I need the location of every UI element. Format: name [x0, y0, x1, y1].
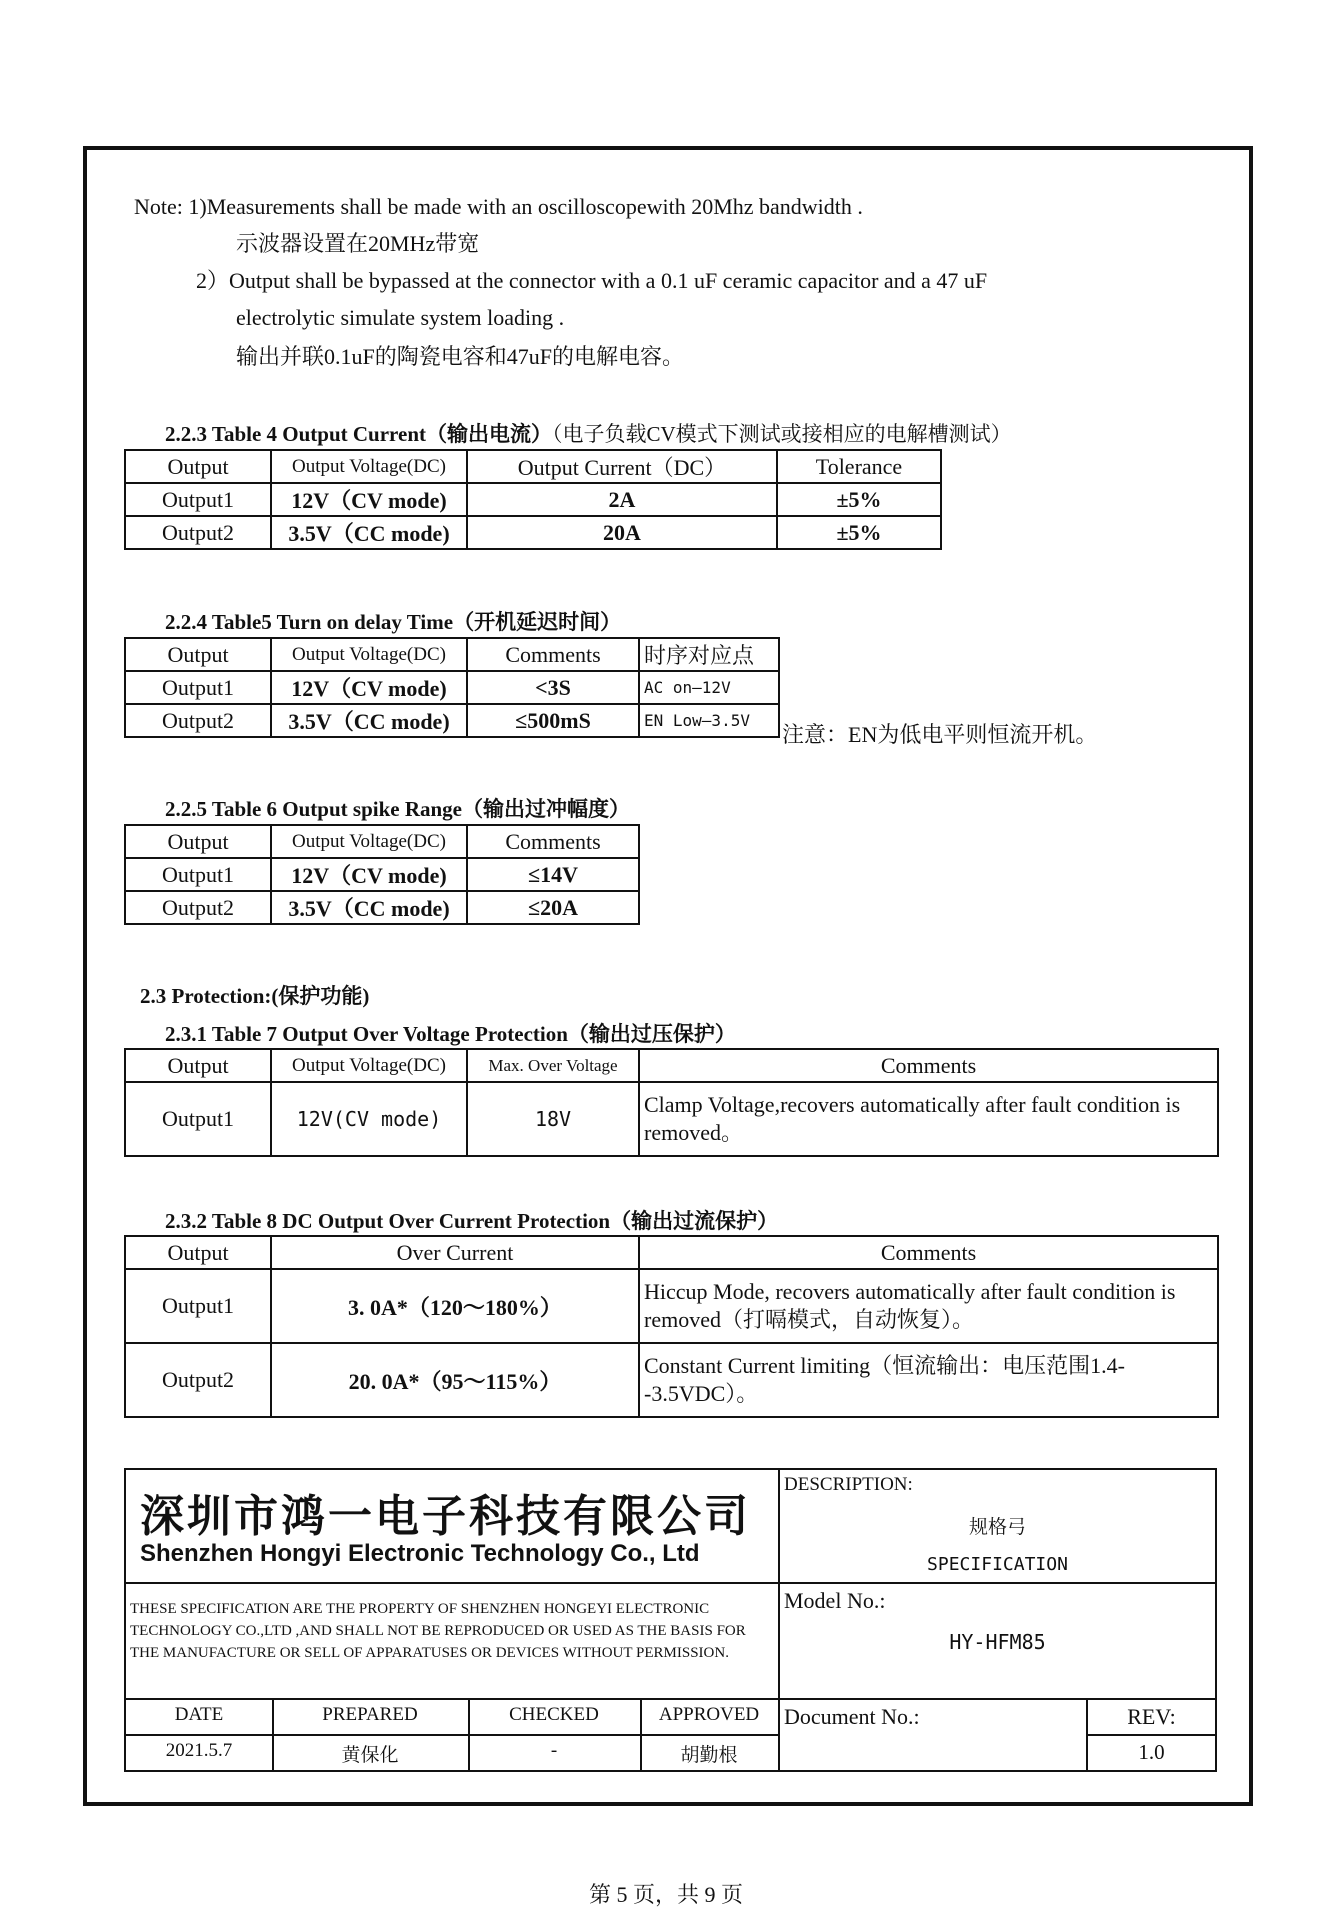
cell-comments: <3S [467, 671, 639, 704]
header-cell: Comments [639, 1236, 1218, 1269]
cell-comments: ≤20A [467, 891, 639, 924]
cell-output: Output2 [125, 516, 271, 549]
cell-comments: ≤500mS [467, 704, 639, 737]
rev-value: 1.0 [1138, 1740, 1165, 1764]
document-label: Document No.: [784, 1704, 920, 1729]
cell-tolerance: ±5% [777, 483, 941, 516]
cell-current: 2A [467, 483, 777, 516]
header-cell: Output Voltage(DC) [271, 450, 467, 483]
divider [126, 1698, 1215, 1700]
header-cell: 时序对应点 [639, 638, 779, 671]
model-value: HY-HFM85 [949, 1630, 1046, 1654]
cell-output: Output1 [125, 1082, 271, 1156]
checked-label: CHECKED [509, 1704, 599, 1725]
header-cell: Output [125, 825, 271, 858]
header-cell: Output [125, 450, 271, 483]
description-label: DESCRIPTION: [784, 1474, 913, 1495]
cell-comments: Constant Current limiting（恒流输出：电压范围1.4--3.5VDC）。 [639, 1343, 1218, 1417]
header-cell: Output [125, 638, 271, 671]
cell-over-current: 3. 0A*（120～180%） [271, 1269, 639, 1343]
note-2-en-b: electrolytic simulate system loading . [236, 305, 565, 330]
cell-max-over-voltage: 18V [467, 1082, 639, 1156]
table-row [125, 704, 779, 737]
date-value: 2021.5.7 [165, 1740, 233, 1761]
table-row [125, 483, 941, 516]
divider [126, 1582, 1215, 1584]
note-1-en: Note: 1)Measurements shall be made with an oscilloscopewith 20Mhz bandwidth . [134, 194, 863, 219]
note-2-en-a: 2）Output shall be bypassed at the connector with a 0.1 uF ceramic capacitor and a 47 uF [196, 268, 988, 293]
table-row [125, 516, 941, 549]
table4-title: 2.2.3 Table 4 Output Current（输出电流）（电子负载CV模式下测试或接相应的电解槽测试） [165, 422, 1012, 446]
note-2-cn: 输出并联0.1uF的陶瓷电容和47uF的电解电容。 [236, 344, 684, 369]
company-name-cn: 深圳市鸿一电子科技有限公司 [140, 1492, 751, 1541]
cell-timing-point: EN Low—3.5V [639, 704, 779, 737]
cell-output: Output1 [125, 483, 271, 516]
table6-title: 2.2.5 Table 6 Output spike Range（输出过冲幅度） [165, 797, 630, 821]
cell-output: Output1 [125, 1269, 271, 1343]
cell-comments: Hiccup Mode, recovers automatically after fault condition is removed（打嗝模式，自动恢复）。 [639, 1269, 1218, 1343]
table7-title: 2.3.1 Table 7 Output Over Voltage Protection（输出过压保护） [165, 1022, 736, 1046]
header-cell: Comments [639, 1049, 1218, 1082]
header-cell: Tolerance [777, 450, 941, 483]
cell-voltage: 12V（CV mode) [271, 858, 467, 891]
table-row [125, 671, 779, 704]
cell-voltage: 3.5V（CC mode) [271, 516, 467, 549]
cell-output: Output2 [125, 1343, 271, 1417]
table-row [125, 1343, 1218, 1417]
table8-over-current [124, 1235, 1219, 1418]
cell-output: Output2 [125, 891, 271, 924]
rev-label: REV: [1127, 1704, 1176, 1729]
table4-output-current [124, 449, 942, 550]
prepared-label: PREPARED [322, 1704, 418, 1725]
approved-value: 胡勤根 [680, 1745, 738, 1766]
cell-output: Output1 [125, 671, 271, 704]
divider [126, 1734, 778, 1736]
header-cell: Output Current（DC） [467, 450, 777, 483]
description-en: SPECIFICATION [927, 1554, 1068, 1575]
cell-voltage: 3.5V（CC mode) [271, 704, 467, 737]
cell-voltage: 12V（CV mode) [271, 671, 467, 704]
company-name-en: Shenzhen Hongyi Electronic Technology Co., Ltd [140, 1540, 700, 1567]
header-cell: Output [125, 1236, 271, 1269]
page-number: 第 5 页，共 9 页 [588, 1882, 743, 1907]
header-cell: Comments [467, 638, 639, 671]
table8-title: 2.3.2 Table 8 DC Output Over Current Protection（输出过流保护） [165, 1209, 779, 1233]
table-row [125, 858, 639, 891]
cell-voltage: 3.5V（CC mode) [271, 891, 467, 924]
header-cell: Output Voltage(DC) [271, 1049, 467, 1082]
header-cell: Max. Over Voltage [467, 1049, 639, 1082]
table-header-row [125, 1049, 1218, 1082]
table-header-row [125, 450, 941, 483]
cell-timing-point: AC on—12V [639, 671, 779, 704]
table-header-row [125, 1236, 1218, 1269]
table5-turn-on-delay [124, 637, 780, 738]
model-label: Model No.: [784, 1588, 886, 1613]
cell-comments: Clamp Voltage,recovers automatically after fault condition is removed。 [639, 1082, 1218, 1156]
header-cell: Output [125, 1049, 271, 1082]
checked-value: - [550, 1740, 558, 1761]
header-cell: Output Voltage(DC) [271, 825, 467, 858]
header-cell: Over Current [271, 1236, 639, 1269]
table5-side-note: 注意：EN为低电平则恒流开机。 [782, 722, 1098, 747]
property-notice: THESE SPECIFICATION ARE THE PROPERTY OF SHENZHEN HONGEYI ELECTRONIC TECHNOLOGY CO.,LTD ,AND SHALL NOT BE REPRODUCED OR USED AS THE BASIS FOR THE MANUFACTURE OR SELL OF APPARATUSES OR DEVICES WITHOUT PERMISSION. [130, 1601, 746, 1661]
cell-output: Output2 [125, 704, 271, 737]
cell-voltage: 12V（CV mode) [271, 483, 467, 516]
protection-title: 2.3 Protection:(保护功能) [140, 984, 370, 1008]
prepared-value: 黄保化 [341, 1745, 399, 1766]
table-header-row [125, 638, 779, 671]
cell-current: 20A [467, 516, 777, 549]
title-block [124, 1468, 1217, 1772]
table-row [125, 1082, 1218, 1156]
table5-title: 2.2.4 Table5 Turn on delay Time（开机延迟时间） [165, 610, 622, 634]
table-row [125, 1269, 1218, 1343]
header-cell: Output Voltage(DC) [271, 638, 467, 671]
cell-comments: ≤14V [467, 858, 639, 891]
divider [1086, 1734, 1215, 1736]
cell-over-current: 20. 0A*（95～115%） [271, 1343, 639, 1417]
cell-output: Output1 [125, 858, 271, 891]
note-1-cn: 示波器设置在20MHz带宽 [236, 231, 480, 256]
description-cn: 规格弓 [968, 1517, 1026, 1538]
table6-output-spike [124, 824, 640, 925]
table7-over-voltage [124, 1048, 1219, 1157]
approved-label: APPROVED [658, 1704, 760, 1725]
header-cell: Comments [467, 825, 639, 858]
cell-tolerance: ±5% [777, 516, 941, 549]
table-header-row [125, 825, 639, 858]
cell-voltage: 12V(CV mode) [271, 1082, 467, 1156]
date-label: DATE [174, 1704, 224, 1725]
table-row [125, 891, 639, 924]
